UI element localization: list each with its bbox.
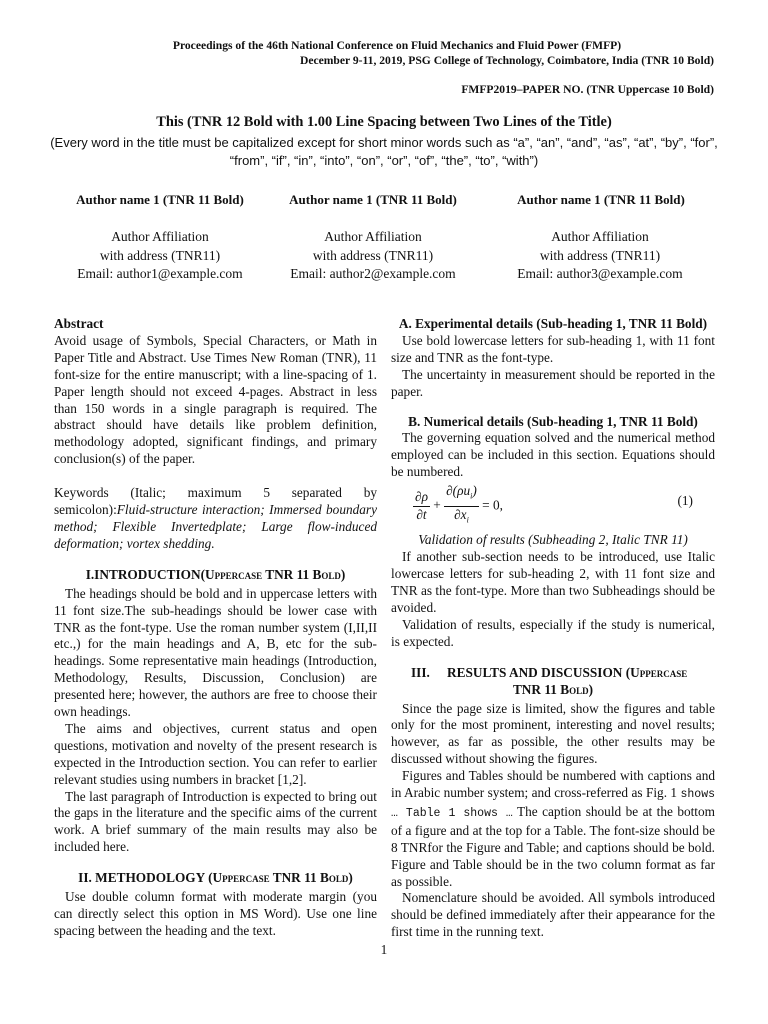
experimental-paragraph-2: The uncertainty in measurement should be reported in the paper. [391, 366, 715, 399]
affiliation-address: with address (TNR11) [539, 247, 661, 263]
author-affiliation-2 [253, 228, 493, 284]
fraction-drho-dt: $\frac{\partial\rho}{\partial t}$ [415, 488, 428, 522]
results-paragraph-2: Figures and Tables should be numbered with captions and in Arabic number system; and cross-referred as Fig. 1 shows … Table 1 shows … The caption should be at the bottom of a figure and at the top for a Table. The font-size should be 8 TNRfor the Figure and Table; and captions should be bold. Figure and Table should be in the two column format as far as possible. [391, 768, 715, 889]
author-email[interactable]: Email: author1@example.com [77, 266, 243, 282]
affiliation-address: with address (TNR11) [312, 247, 434, 263]
affiliation-name: Author Affiliation [551, 229, 649, 244]
introduction-paragraph-3: The last paragraph of Introduction is expected to bring out the gaps in the literature and the specific aims of the current work. A brief summary of the main results may also be included here. [54, 788, 377, 855]
subheading-numerical: B. Numerical details (Sub-heading 1, TNR 11 Bold) [408, 413, 698, 429]
keywords-list: Fluid-structure interaction; Immersed boundary method; Flexible Invertedplate; Large flow-induced deformation; vortex shedding. [54, 502, 377, 551]
proceedings-header [40, 38, 714, 68]
paper-title: This (TNR 12 Bold with 1.00 Line Spacing between Two Lines of the Title) [156, 114, 612, 130]
author-name-2: Author name 1 (TNR 11 Bold) [289, 192, 457, 207]
author-name-1: Author name 1 (TNR 11 Bold) [76, 192, 244, 207]
introduction-heading: I.INTRODUCTION(Uppercase TNR 11 Bold) [85, 566, 346, 582]
validation-paragraph-1: If another sub-section needs to be introduced, use Italic lowercase letters for sub-heading 2, with 11 font size and TNR as the font-type. More than two Subheadings should be avoided. [391, 549, 715, 615]
governing-equation [391, 483, 715, 523]
subheading-experimental: A. Experimental details (Sub-heading 1, TNR 11 Bold) [398, 316, 708, 331]
abstract-text: Avoid usage of Symbols, Special Characters, or Math in Paper Title and Abstract. Use Times New Roman (TNR), 11 font-size for the entire manuscript; with a line-spacing of 1. Paper length should not exceed 4-pages. Abstract in less than 150 words in a single paragraph is required. The abstract should have details like problem definition, methodology adopted, significant findings, and primary conclusion(s) of the paper. [54, 332, 377, 467]
numerical-paragraph-1: The governing equation solved and the numerical method employed can be included in this section. Equations should be numbered. [391, 430, 715, 480]
validation-paragraph-2: Validation of results, especially if the study is numerical, is expected. [391, 616, 715, 649]
author-affiliation-1 [40, 228, 280, 284]
introduction-paragraph-1: The headings should be bold and in uppercase letters with 11 font size.The sub-headings should be lower case with TNR as the font-type. Use the roman number system (I,II,II etc.,) for the main headings and A, B, etc for the sub-headings. Some representative main headings (Introduction, Methodology, Results, Discussion, Conclusion) are presented here; however, the authors are free to choose their own headings. [54, 585, 377, 720]
equation-number: (1) [677, 493, 693, 509]
abstract-heading: Abstract [54, 316, 104, 331]
author-name-3: Author name 1 (TNR 11 Bold) [517, 192, 685, 207]
methodology-heading: II. METHODOLOGY (Uppercase TNR 11 Bold) [78, 870, 353, 886]
keywords [54, 485, 377, 553]
paper-number: FMFP2019–PAPER NO. (TNR Uppercase 10 Bold) [461, 83, 714, 96]
author-affiliation-3 [480, 228, 720, 284]
left-column [54, 316, 377, 940]
equation-body: $\frac{\partial\rho}{\partial t}$ + $\frac{\partial(\rho u_i)}{\partial x_i}$ = 0, [413, 483, 503, 529]
results-paragraph-3: Nomenclature should be avoided. All symbols introduced should be defined immediately after their appearance for the first time in the running text. [391, 890, 715, 940]
affiliation-name: Author Affiliation [111, 229, 209, 244]
subheading-validation: Validation of results (Subheading 2, Italic TNR 11) [418, 532, 688, 548]
title-instructions: (Every word in the title must be capitalized except for short minor words such as “a”, “an”, “and”, “as”, “at”, “by”, “for”, “from”, “if”, “in”, “into”, “on”, “or”, “of”, “the”, “to”, “with”) [50, 135, 718, 168]
methodology-paragraph-1: Use double column format with moderate margin (you can directly select this option in MS Word). Use one line spacing between the heading and the text. [54, 889, 377, 938]
page-number: 1 [380, 942, 388, 957]
introduction-paragraph-2: The aims and objectives, current status and open questions, motivation and novelty of the present research is expected in the Introduction section. You can refer to earlier relevant studies using numbers in bracket [1,2]. [54, 720, 377, 787]
header-line-1: Proceedings of the 46th National Conference on Fluid Mechanics and Fluid Power (FMFP) [172, 39, 622, 52]
author-email[interactable]: Email: author2@example.com [290, 266, 456, 282]
results-paragraph-1: Since the page size is limited, show the figures and table only for the most prominent, interesting and novel results; however, as far as possible, the other results may be discussed without showing the figures. [391, 700, 715, 767]
author-email[interactable]: Email: author3@example.com [517, 266, 683, 282]
affiliation-name: Author Affiliation [324, 229, 422, 244]
fraction-drhou-dx: $\frac{\partial(\rho u_i)}{\partial x_i}$ [446, 483, 477, 525]
results-heading: III. RESULTS AND DISCUSSION (Uppercase TNR 11 Bold) [411, 664, 688, 697]
keywords-label: Keywords (Italic; maximum 5 separated by semicolon): [54, 485, 377, 518]
right-column [391, 316, 715, 941]
header-line-2: December 9-11, 2019, PSG College of Technology, Coimbatore, India (TNR 10 Bold) [299, 54, 714, 67]
affiliation-address: with address (TNR11) [99, 247, 221, 263]
experimental-paragraph-1: Use bold lowercase letters for sub-heading 1, with 11 font size and TNR as the font-type. [391, 332, 715, 365]
